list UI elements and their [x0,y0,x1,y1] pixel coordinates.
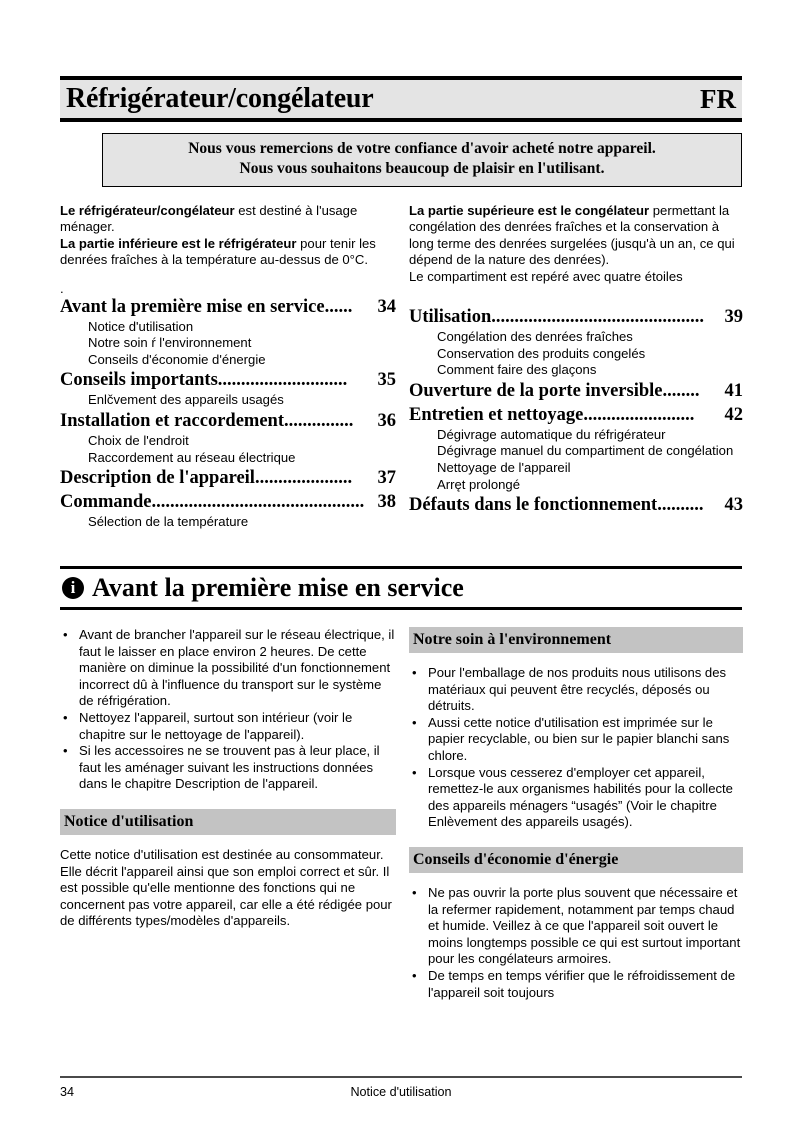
toc-entry-sub[interactable]: Dégivrage automatique du réfrigérateur [437,426,666,442]
list-item-text: Aussi cette notice d'utilisation est imprimée sur le papier recyclable, ou bien sur le papier blanchi sans chlore. [428,714,730,763]
intro-bold-1: Le réfrigérateur/congélateur [60,203,235,218]
greeting-line-1: Nous vous remercions de votre confiance d'avoir acheté notre appareil. [188,140,656,157]
toc-entry-label: Installation et raccordement [60,411,285,431]
list-item [409,885,743,968]
intro-bold-right-1: La partie supérieure est le congélateur [409,203,650,218]
bullet-icon: • [412,764,417,780]
toc-entry-sub[interactable]: Notre soin ŕ l'environnement [88,335,252,351]
toc-entry-sub[interactable]: Sélection de la température [88,514,249,530]
list-item-text: Lorsque vous cesserez d'employer cet appareil, remettez-le aux organismes habilités pour la collecte des appareils ménagers “usagés” (Voir le chapitre Enlèvement des appareils usagés). [428,764,733,830]
toc-entry-sub[interactable]: Dégivrage manuel du compartiment de congélation [437,443,734,459]
toc-entry-page-number: 39 [724,307,743,328]
list-item [409,968,743,1001]
toc-entry-sub[interactable]: Conservation des produits congelés [437,345,646,361]
economie-energie-bullet-list [409,885,743,1001]
bullet-icon: • [63,627,68,642]
toc-entry-main[interactable] [409,403,743,427]
bullet-icon: • [63,709,68,725]
toc-entry-page-number: 43 [724,495,743,516]
list-item [409,715,743,765]
intro-rest-1: est destiné à l'usage ménager. [60,203,358,235]
toc-entry-page-number: 37 [377,468,396,489]
bullet-icon: • [412,967,417,983]
toc-entry-label: Avant la première mise en service [60,296,325,317]
intro-paragraph-right [409,203,743,269]
list-item-text: De temps en temps vérifier que le réfroidissement de l'appareil soit toujours [428,967,736,1000]
section-title: Avant la première mise en service [92,573,464,602]
toc-leader-dots: ............................ [217,370,348,391]
stray-period: . [60,280,64,296]
list-item-text: Avant de brancher l'appareil sur le réseau électrique, il faut le laisser en place environ 2 heures. De cette manière on diminue la possibilité d'un fonctionnement incorrect dû à l'influence du transport sur le système de réfrigération. [79,627,395,709]
toc-entry-label: Utilisation [409,307,492,328]
bullet-icon: • [412,884,417,900]
toc-leader-dots: ........................ [583,404,695,425]
intro-bold-2: La partie inférieure est le réfrigérateur [60,235,297,251]
toc-leader-dots: ........ [662,380,700,401]
toc-entry-label: Défauts dans le fonctionnement [409,495,658,516]
body-right-column [409,627,743,1001]
toc-entry-sub[interactable]: Enlčvement des appareils usagés [88,392,284,408]
page-footer [60,1076,742,1100]
left-column [60,203,396,531]
page-title: Réfrigérateur/congélateur [66,83,374,114]
table-of-contents-right [409,305,743,517]
document-header [60,76,742,122]
language-code: FR [700,84,736,114]
section-rule-bottom [60,607,742,610]
toc-entry-label: Ouverture de la porte inversible [409,380,663,401]
list-item [60,743,396,793]
list-item [409,765,743,831]
footer-row [60,1078,742,1100]
toc-entry-sub[interactable]: Raccordement au réseau électrique [88,449,296,465]
bullet-icon: • [412,714,417,730]
toc-entry-page-number: 36 [377,411,396,431]
toc-entry-page-number: 35 [377,370,396,391]
before-first-use-bullet-list [60,627,396,793]
intro-rest-2: pour tenir les denrées fraîches à la température au-dessus de 0°C. [60,235,376,268]
toc-leader-dots: ............... [284,411,354,431]
toc-leader-dots: .............................................. [151,492,365,513]
right-column [409,203,743,517]
toc-entry-page-number: 41 [724,380,743,401]
toc-entry-label: Entretien et nettoyage [409,404,584,425]
toc-entry-page-number: 38 [377,492,396,513]
toc-entry-sub[interactable]: Congélation des denrées fraîches [437,329,633,345]
subhead-notice-utilisation: Notice d'utilisation [60,809,396,835]
header-rule-bottom [60,118,742,122]
toc-entry-sub[interactable]: Arręt prolongé [437,476,520,492]
toc-entry-page-number: 34 [377,296,396,317]
toc-entry-main[interactable] [60,295,396,319]
toc-entry-main[interactable] [60,368,396,392]
toc-leader-dots: ..................... [254,468,353,489]
bullet-icon: • [412,665,417,680]
intro-paragraph-left [60,203,396,236]
list-item-text: Ne pas ouvrir la porte plus souvent que nécessaire et la refermer rapidement, notamment par temps chaud et humide. Veillez à ce que l'appareil soit ouvert le moins longtemps possible ce qui est surtout important pour les congélateurs armoires. [428,884,741,967]
intro-paragraph-left-2 [60,236,396,269]
info-icon: i [62,577,84,599]
list-item-text: Pour l'emballage de nos produits nous utilisons des matériaux qui peuvent être recyclés, déposés ou détruits. [428,665,727,714]
greeting-line-2: Nous vous souhaitons beaucoup de plaisir en l'utilisant. [239,160,605,177]
intro-paragraph-right-2: Le compartiment est repéré avec quatre étoiles [409,268,683,284]
notice-utilisation-paragraph: Cette notice d'utilisation est destinée au consommateur. Elle décrit l'appareil ainsi que son emploi correct et sûr. Il est possible qu'elle mentionne des fonctions qui ne concernent pas votre appareil, car elle a été rédigée pour de différents types/modèles d'appareils. [60,846,392,929]
toc-entry-main[interactable] [409,305,743,329]
section-banner [60,569,742,607]
list-item [60,627,396,710]
toc-entry-sub[interactable]: Nettoyage de l'appareil [437,460,571,475]
list-item-text: Nettoyez l'appareil, surtout son intérieur (voir le chapitre sur le nettoyage de l'appareil). [79,709,353,742]
footer-center-text: Notice d'utilisation [350,1084,452,1099]
toc-entry-main[interactable] [60,490,396,514]
subhead-economie-energie: Conseils d'économie d'énergie [409,847,743,873]
subhead-environnement: Notre soin à l'environnement [409,627,743,653]
toc-leader-dots: .......... [657,495,704,516]
toc-entry-main[interactable] [409,493,743,517]
greeting-box [102,133,742,187]
list-item [60,710,396,743]
list-item-text: Si les accessoires ne se trouvent pas à leur place, il faut les aménager suivant les instructions données dans le chapitre Description de l'appareil. [79,743,380,792]
table-of-contents-left [60,295,396,531]
toc-entry-label: Description de l'appareil [60,468,255,489]
section-banner-container [60,566,742,610]
environnement-bullet-list [409,665,743,831]
toc-entry-main[interactable] [60,409,396,433]
toc-entry-sub[interactable]: Conseils d'économie d'énergie [88,351,266,367]
toc-entry-page-number: 42 [724,404,743,425]
toc-entry-main[interactable] [409,379,743,403]
list-item [409,665,743,715]
toc-entry-sub[interactable]: Comment faire des glaçons [437,362,597,378]
toc-entry-sub[interactable]: Choix de l'endroit [88,433,189,448]
title-bar [60,80,742,118]
toc-leader-dots: .............................................. [491,307,704,328]
toc-entry-sub[interactable]: Notice d'utilisation [88,318,194,334]
toc-entry-label: Commande [60,492,152,513]
bullet-icon: • [63,743,68,759]
footer-page-number: 34 [60,1084,75,1099]
toc-leader-dots: ...... [324,296,353,317]
intro-rest-right-1: permettant la congélation des denrées fraîches et la conservation à long terme des denrées surgelées (jusqu'à un an, ce qui dépend de la nature des denrées). [409,203,735,268]
body-left-column [60,627,396,930]
toc-entry-main[interactable] [60,466,396,490]
toc-entry-label: Conseils importants [60,370,218,391]
